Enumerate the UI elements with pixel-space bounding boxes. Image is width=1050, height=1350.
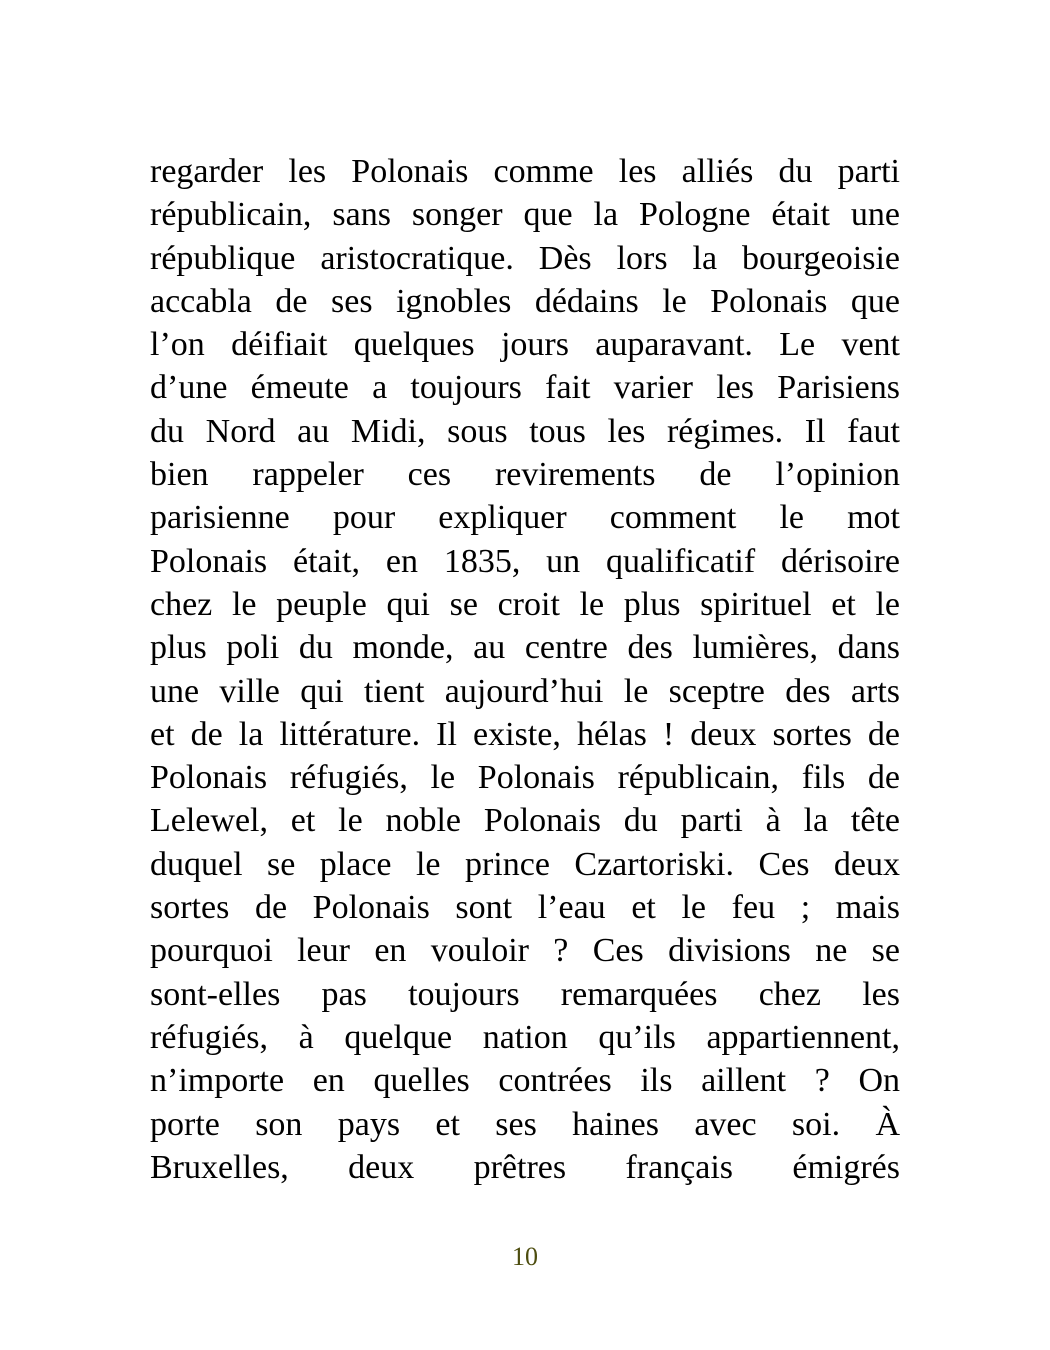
- body-text: [150, 150, 900, 1189]
- text-line: sont-elles pas toujours remarquées chez les: [150, 975, 900, 1013]
- text-line: d’une émeute a toujours fait varier les Parisiens: [150, 369, 900, 407]
- text-line: Polonais réfugiés, le Polonais républicain, fils de: [150, 759, 900, 797]
- text-line: n’importe en quelles contrées ils aillent ? On: [150, 1062, 900, 1100]
- text-line: Bruxelles, deux prêtres français émigrés: [150, 1148, 900, 1186]
- text-line: réfugiés, à quelque nation qu’ils appartiennent,: [150, 1018, 900, 1056]
- text-line: regarder les Polonais comme les alliés du parti: [150, 153, 900, 190]
- text-line: Lelewel, et le noble Polonais du parti à la tête: [150, 802, 900, 840]
- page-number: 10: [512, 1242, 538, 1271]
- text-line: l’on déifiait quelques jours auparavant. Le vent: [150, 326, 900, 364]
- text-line: bien rappeler ces revirements de l’opinion: [150, 456, 900, 494]
- text-line: républicain, sans songer que la Pologne était une: [150, 196, 900, 234]
- text-line: accabla de ses ignobles dédains le Polonais que: [150, 282, 900, 320]
- text-line: république aristocratique. Dès lors la bourgeoisie: [150, 239, 900, 277]
- text-line: pourquoi leur en vouloir ? Ces divisions ne se: [150, 932, 900, 970]
- text-line: porte son pays et ses haines avec soi. À: [150, 1105, 900, 1143]
- text-line: parisienne pour expliquer comment le mot: [150, 499, 900, 537]
- text-line: Polonais était, en 1835, un qualificatif dérisoire: [150, 542, 900, 580]
- text-line: une ville qui tient aujourd’hui le sceptre des arts: [150, 672, 900, 710]
- text-line: et de la littérature. Il existe, hélas ! deux sortes de: [150, 715, 900, 753]
- text-line: sortes de Polonais sont l’eau et le feu ; mais: [150, 889, 900, 927]
- text-line: plus poli du monde, au centre des lumières, dans: [150, 629, 900, 667]
- text-line: chez le peuple qui se croit le plus spirituel et le: [150, 585, 900, 623]
- text-line: du Nord au Midi, sous tous les régimes. Il faut: [150, 412, 900, 450]
- text-line: duquel se place le prince Czartoriski. Ces deux: [150, 845, 900, 883]
